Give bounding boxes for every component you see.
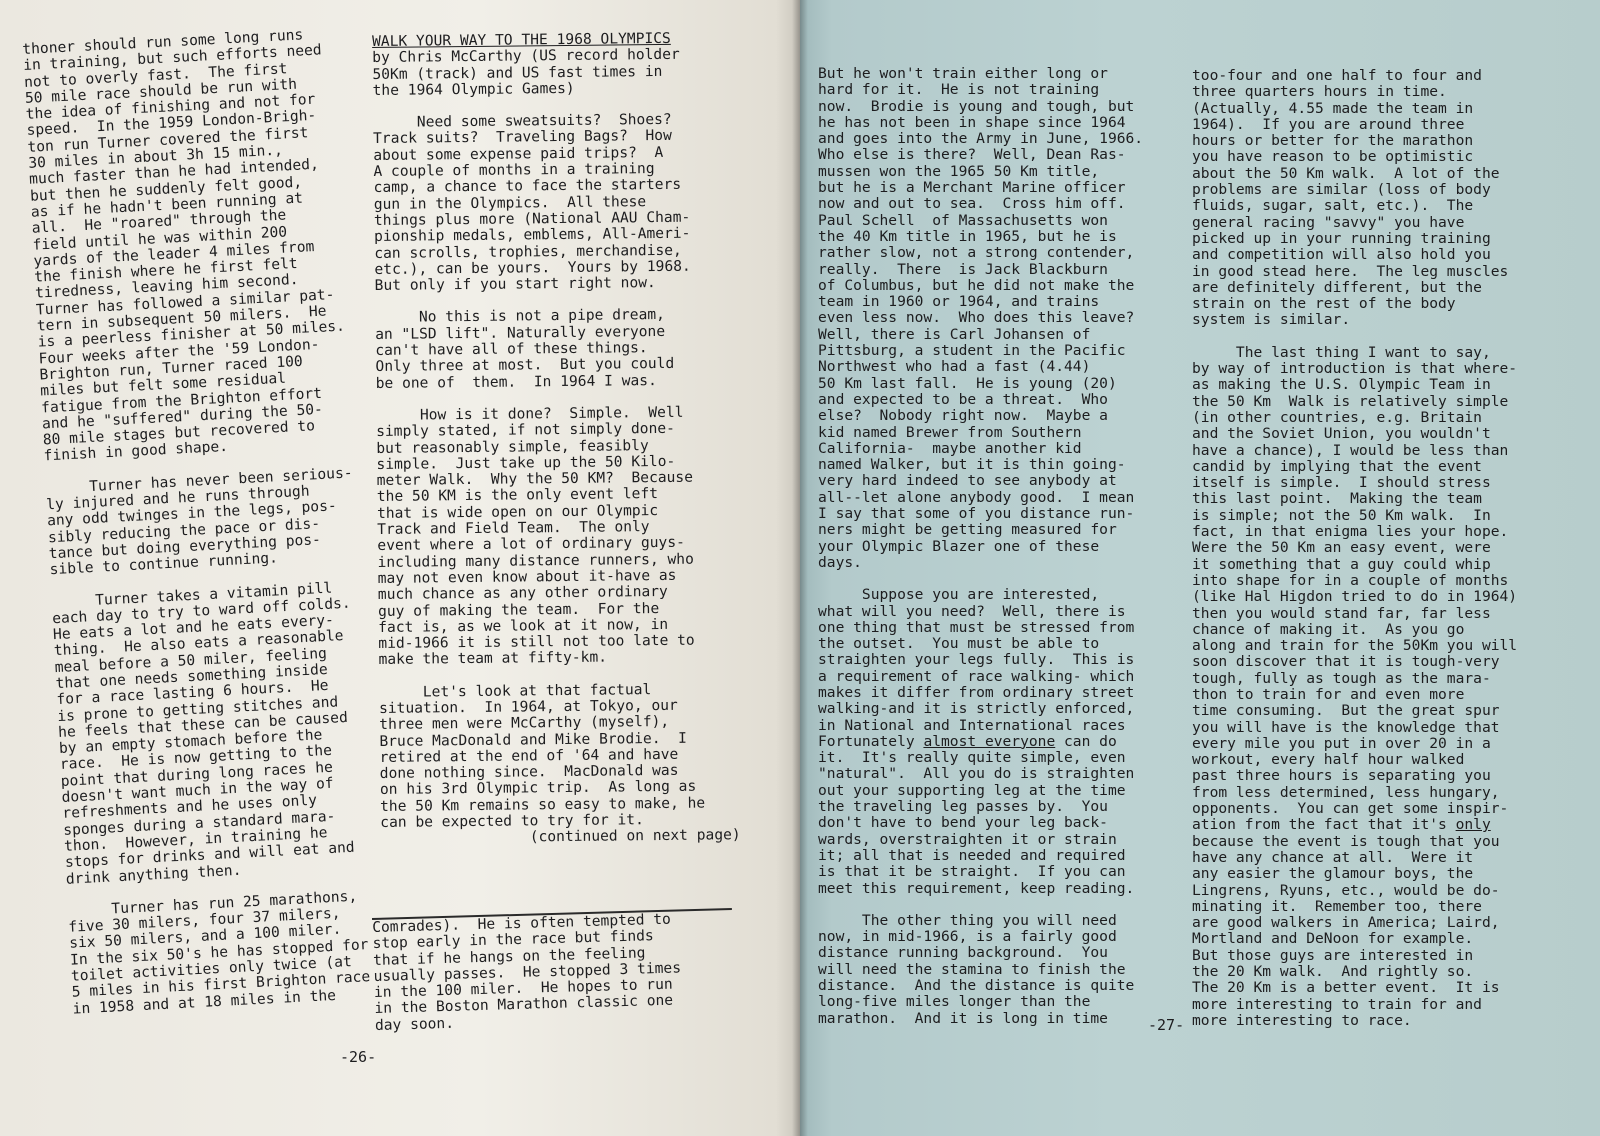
page-gutter bbox=[792, 0, 808, 1136]
requirements-text-a: Suppose you are interested, what will you need? Well, there is one thing that must be stressed from the outset. You must be able to straighten your legs fully. This is a requirement of race walking- which makes it differ from ordinary street walking-and it is strictly enforced, in National and International races Fortunately bbox=[818, 586, 1135, 750]
requirements-paragraph bbox=[818, 587, 1178, 897]
turner-paragraph-3: Turner takes a vitamin pill each day to try to ward off colds. He eats a lot and he eats every- thing. He also eats a reasonable meal before a 50 miler, feeling that one needs something inside for a race lasting 6 hours. He is prone to getting stitches and he feels that these can be caused by an empty stomach before the race. He is now getting to the point that during long races he doesn't want much in the way of refreshments and he uses only sponges during a standard mara- thon. However, in training he stops for drinks and will eat and drink anything then. bbox=[50, 579, 356, 888]
turner-continuation-paragraph: Comrades). He is often tempted to stop early in the race but finds that if he hangs on the feeling usually passes. He stopped 3 times in the 100 miler. He hopes to run in the Boston Marathon classic one day soon. bbox=[371, 910, 682, 1034]
requirements-text-b: can do it. It's really quite simple, even "natural". All you do is straighten out your supporting leg at the time the traveling leg passes by. You don't have to bend your leg back- wards, overstraighten it or strain it; all that is needed and required is that it be straight. If you can meet this requirement, keep reading. bbox=[818, 732, 1135, 897]
right-page-column-2 bbox=[1192, 68, 1562, 1045]
time-paragraph: too-four and one half to four and three quarters hours in time. (Actually, 4.55 made the team in 1964). If you are around three hours or better for the marathon you have reason to be optimistic about the 50 Km walk. A lot of the problems are similar (loss of body fluids, sugar, salt, etc.). The general racing "savvy" you have picked up in your running training and competition will also hold you in good stead here. The leg muscles are definitely different, but the strain on the rest of the body system is similar. bbox=[1192, 67, 1509, 329]
walk-paragraph-1: Need some sweatsuits? Shoes? Track suits? Traveling Bags? How about some expense paid trips? A A couple of months in a training camp, a chance to face the starters gun in the Olympics. All these things plus more (National AAU Cham- pionship medals, emblems, All-Ameri- can scrolls, trophies, merchandise, etc.), can be yours. Yours by 1968. But only if you start right now. bbox=[372, 111, 691, 295]
last-thing-text-a: The last thing I want to say, by way of introduction is that where- as making the U.S. Olympic Team in the 50 Km Walk is relatively simple (in other countries, e.g. Britain and the Soviet Union, you wouldn't have a chance), I would be less than candid by implying that the event itself is simple. I should stress this last point. Making the team is simple; not the 50 Km walk. In fact, in that enigma lies your hope. Were the 50 Km an easy event, were it something that a guy could whip into shape for in a couple of months (like Hal Higdon tried to do in 1964) then you would stand far, far less chance of making it. As you go along and train for the 50Km you will soon discover that it is tough-very tough, fully as tough as the mara- thon to train for and even more time consuming. But the great spur you will have is the knowledge that every mile you put in over 20 in a workout, every half hour walked past three hours is separating you from less determined, less hungary, opponents. You can get some inspir- ation from the fact that it's bbox=[1192, 343, 1518, 834]
left-page-column-2 bbox=[372, 30, 761, 864]
turner-paragraph-2: Turner has never been serious- ly injured and he runs through any odd twinges in the legs, pos- sibly reducing the pace or dis- tance but doing everything pos- sible to continue running. bbox=[44, 464, 353, 579]
article-byline: by Chris McCarthy (US record holder 50Km (track) and US fast times in the 1964 Olympic Games) bbox=[372, 46, 680, 99]
underlined-only: only bbox=[1455, 816, 1491, 834]
article-title: WALK YOUR WAY TO THE 1968 OLYMPICS bbox=[371, 29, 671, 50]
last-thing-paragraph bbox=[1192, 345, 1562, 1029]
background-paragraph: The other thing you will need now, in mid-1966, is a fairly good distance running background. You will need the stamina to finish the distance. And the distance is quite long-five miles longer than the marathon. And it is long in time bbox=[818, 911, 1135, 1027]
contenders-paragraph: But he won't train either long or hard for it. He is not training now. Brodie is young and tough, but he has not been in shape since 1964 and goes into the Army in June, 1966. Who else is there? Well, Dean Ras- mussen won the 1965 50 Km title, but he is a Merchant Marine officer now and out to sea. Cross him off. Paul Schell of Massachusetts won the 40 Km title in 1965, but he is rather slow, not a strong contender, really. There is Jack Blackburn of Columbus, but he did not make the team in 1960 or 1964, and trains even less now. Who does this leave? Well, there is Carl Johansen of Pittsburg, a student in the Pacific Northwest who had a fast (4.44) 50 Km last fall. He is young (20) and expected to be a threat. Who else? Nobody right now. Maybe a kid named Brewer from Southern California- maybe another kid named Walker, but it is thin going- very hard indeed to see anybody at all--let alone anybody good. I mean I say that some of you distance run- ners might be getting measured for your Olympic Blazer one of these days. bbox=[818, 65, 1144, 571]
walk-paragraph-3: How is it done? Simple. Well simply stated, if not simply done- but reasonably simple, feasibly simple. Just take up the 50 Kilo- meter Walk. Why the 50 KM? Because the 50 KM is the only event left that is wide open on our Olympic Track and Field Team. The only event where a lot of ordinary guys- including many distance runners, who may not even know about it-have as much chance as any other ordinary guy of making the team. For the fact is, as we look at it now, in mid-1966 it is still not too late to make the team at fifty-km. bbox=[375, 403, 695, 669]
right-page-column-1 bbox=[818, 66, 1178, 1043]
turner-paragraph-4: Turner has run 25 marathons, five 30 milers, four 37 milers, six 50 milers, and a 100 miler. In the six 50's he has stopped for toilet activities only twice (at 5 miles in his first Brighton race in 1958 and at 18 miles in the bbox=[67, 887, 371, 1018]
left-page-column-1 bbox=[22, 25, 404, 1034]
underlined-almost-everyone: almost everyone bbox=[923, 732, 1056, 750]
turner-paragraph-1: thoner should run some long runs in training, but such efforts need not to overly fast. The first 50 mile race should be run with the idea of finishing and not for speed. In the 1959 London-Brigh- ton run Turner covered the first 30 miles in about 3h 15 min., much faster than he had intended, but then he suddenly felt good, as if he hadn't been running at all. He "roared" through the field until he was within 200 yards of the leader 4 miles from the finish where he first felt tiredness, leaving him second. Turner has followed a similar pat- tern in subsequent 50 milers. He is a peerless finisher at 50 miles. Four weeks after the '59 London- Brighton run, Turner raced 100 miles but felt some residual fatigue from the Brighton effort and he "suffered" during the 50- 80 mile stages but recovered to finish in good shape. bbox=[21, 26, 346, 465]
walk-paragraph-4: Let's look at that factual situation. In 1964, at Tokyo, our three men were McCarthy (myself), Bruce MacDonald and Mike Brodie. I retired at the end of '64 and have done nothing since. MacDonald was on his 3rd Olympic trip. As long as the 50 Km remains so easy to make, he can be expected to try for it. (continued on next page) bbox=[378, 680, 741, 848]
walk-paragraph-2: No this is not a pipe dream, an "LSD lift". Naturally everyone can't have all of these things. Only three at most. But you could be one of them. In 1964 I was. bbox=[374, 306, 675, 392]
page-number-left: -26- bbox=[340, 1048, 377, 1066]
left-page-column-2-continuation bbox=[372, 909, 755, 1050]
page-number-right: -27- bbox=[1148, 1016, 1185, 1034]
last-thing-text-b: because the event is tough that you have any chance at all. Were it any easier the glamour boys, the Lingrens, Ryuns, etc., would be do- minating it. Remember too, there are good walkers in America; Laird, Mortland and DeNoon for example. But those guys are interested in the 20 Km walk. And rightly so. The 20 Km is a better event. It is more interesting to train for and more interesting to race. bbox=[1192, 832, 1500, 1029]
